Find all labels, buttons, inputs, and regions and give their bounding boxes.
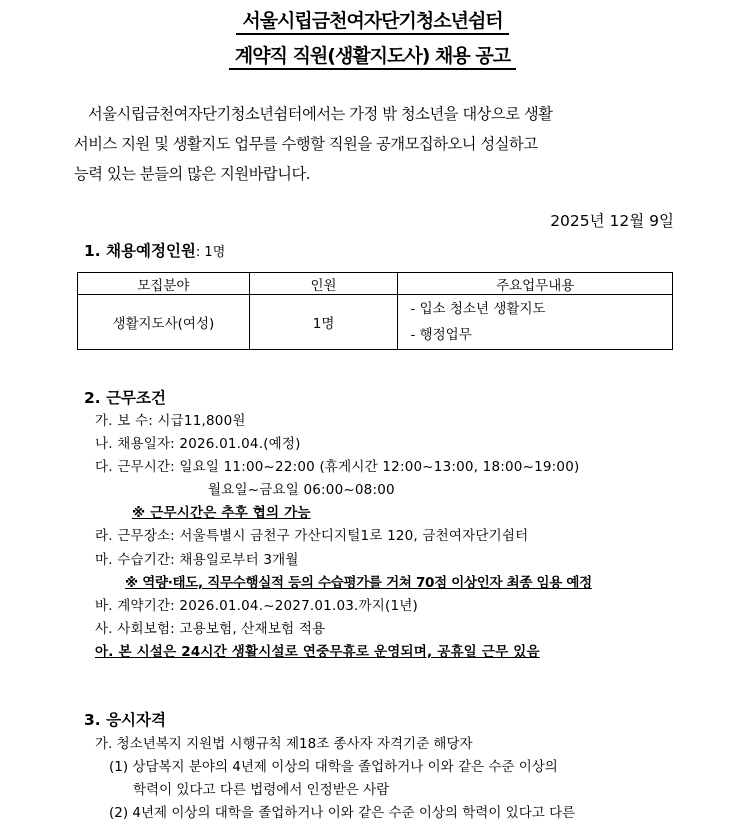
- qualification-subitem: (1) 상담복지 분야의 4년제 이상의 대학을 졸업하거나 이와 같은 수준 이상의: [109, 759, 558, 775]
- condition-insurance: 사. 사회보험: 고용보험, 산재보험 적용: [95, 620, 326, 637]
- condition-hours-weekday: 월요일~금요일 06:00~08:00: [208, 482, 395, 499]
- table-header-cell: 모집분야: [78, 273, 250, 295]
- duty-item: - 입소 청소년 생활지도: [410, 301, 546, 317]
- condition-hours: 다. 근무시간: 일요일 11:00~22:00 (휴게시간 12:00~13:00, 18:00~19:00): [95, 459, 580, 476]
- announcement-title-line2: 계약직 직원(생활지도사) 채용 공고: [0, 41, 745, 68]
- qualification-item: 가. 청소년복지 지원법 시행규칙 제18조 종사자 자격기준 해당자: [95, 736, 473, 752]
- intro-line: 서비스 지원 및 생활지도 업무를 수행할 직원을 공개모집하오니 성실하고: [74, 135, 538, 153]
- table-header-cell: 인원: [249, 273, 398, 295]
- count-cell: 1명: [249, 295, 398, 350]
- facility-note: 아. 본 시설은 24시간 생활시설로 연중무휴로 운영되며, 공휴일 근무 있음: [95, 643, 540, 660]
- probation-note: ※ 역량·태도, 직무수행실적 등의 수습평가를 거쳐 70점 이상인자 최종 임용 예정: [125, 574, 592, 591]
- recruitment-table: [77, 272, 673, 350]
- condition-hire-date: 나. 채용일자: 2026.01.04.(예정): [95, 436, 301, 453]
- section-heading-qualifications: 3. 응시자격: [84, 711, 166, 729]
- section-heading-conditions: 2. 근무조건: [84, 389, 166, 407]
- work-conditions-list: [95, 410, 715, 664]
- announcement-date: 2025년 12월 9일: [550, 212, 674, 230]
- announcement-title-line1: 서울시립금천여자단기청소년쉼터: [0, 6, 745, 33]
- duties-cell: [398, 295, 673, 350]
- table-header-row: [78, 273, 673, 295]
- table-header-cell: 주요업무내용: [398, 273, 673, 295]
- condition-probation: 마. 수습기간: 채용일로부터 3개월: [95, 551, 299, 568]
- qualifications-list: [95, 733, 715, 825]
- table-row: [78, 295, 673, 350]
- intro-paragraph: [74, 99, 684, 189]
- headcount-value: : 1명: [195, 245, 226, 260]
- duty-item: - 행정업무: [410, 327, 472, 343]
- hours-note: ※ 근무시간은 추후 협의 가능: [132, 505, 311, 522]
- condition-contract: 바. 계약기간: 2026.01.04.~2027.01.03.까지(1년): [95, 597, 418, 614]
- field-cell: 생활지도사(여성): [78, 295, 250, 350]
- condition-place: 라. 근무장소: 서울특별시 금천구 가산디지털1로 120, 금천여자단기쉼터: [95, 528, 529, 545]
- intro-line: 서울시립금천여자단기청소년쉼터에서는 가정 밖 청소년을 대상으로 생활: [88, 105, 553, 123]
- qualification-subitem-cont: 학력이 있다고 다른 법령에서 인정받은 사람: [133, 782, 390, 798]
- intro-line: 능력 있는 분들의 많은 지원바랍니다.: [74, 165, 311, 183]
- qualification-subitem: (2) 4년제 이상의 대학을 졸업하거나 이와 같은 수준 이상의 학력이 있다고 다른: [109, 805, 576, 821]
- condition-pay: 가. 보 수: 시급11,800원: [95, 413, 246, 429]
- section-heading-headcount: 1. 채용예정인원: 1명: [84, 242, 226, 260]
